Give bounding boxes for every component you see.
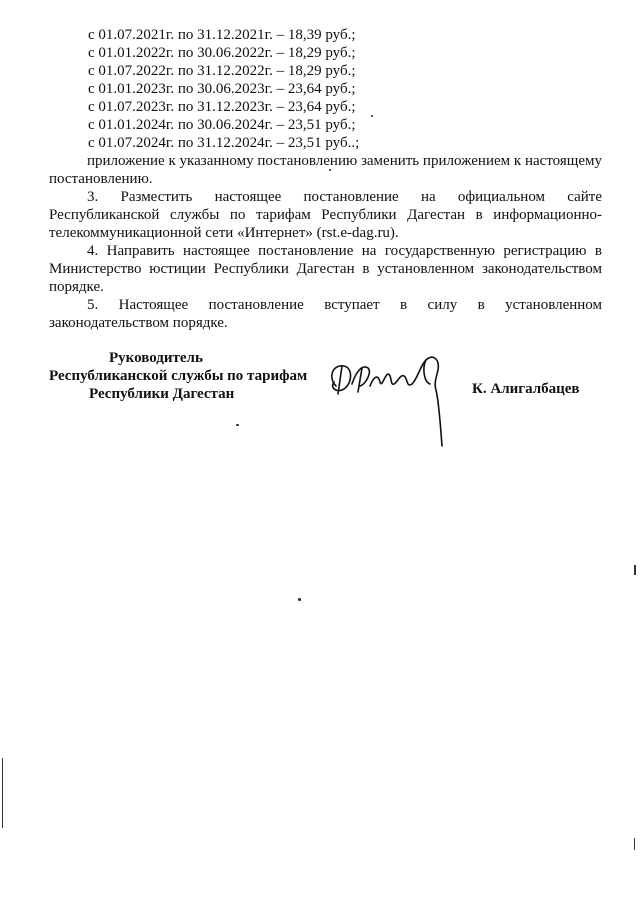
scan-speck	[371, 115, 373, 117]
paragraph-item-3: 3. Разместить настоящее постановление на официальном сайте Республиканской службы по тарифам Республики Дагестан в информационно-телекоммуникационной сети «Интернет» (rst.e-dag.ru).	[49, 189, 602, 241]
rate-line: с 01.01.2023г. по 30.06.2023г. – 23,64 руб.;	[88, 81, 356, 97]
scan-edge-mark	[2, 758, 3, 828]
rate-list	[88, 26, 359, 152]
scan-edge-mark	[634, 838, 635, 850]
signatory-position: Руководитель	[109, 350, 203, 366]
scan-speck	[298, 598, 301, 601]
paragraph-appendix: приложение к указанному постановлению заменить приложением к настоящему постановлению.	[49, 153, 602, 187]
rate-line: с 01.07.2024г. по 31.12.2024г. – 23,51 руб..;	[88, 135, 360, 151]
rate-line: с 01.01.2024г. по 30.06.2024г. – 23,51 руб.;	[88, 117, 356, 133]
signatory-region-line: Республики Дагестан	[89, 386, 235, 402]
rate-line: с 01.01.2022г. по 30.06.2022г. – 18,29 руб.;	[88, 45, 356, 61]
rate-line: с 01.07.2023г. по 31.12.2023г. – 23,64 руб.;	[88, 99, 356, 115]
rate-line: с 01.07.2022г. по 31.12.2022г. – 18,29 руб.;	[88, 63, 356, 79]
paragraph-item-5: 5. Настоящее постановление вступает в силу в установленном законодательством порядке.	[49, 297, 602, 331]
scan-edge-mark	[634, 565, 636, 575]
rate-line: с 01.07.2021г. по 31.12.2021г. – 18,39 руб.;	[88, 27, 356, 43]
signatory-name: К. Алигалбацев	[472, 381, 580, 397]
signatory-title	[49, 349, 307, 403]
handwritten-signature	[322, 338, 452, 450]
paragraph-item-4: 4. Направить настоящее постановление на государственную регистрацию в Министерство юстиции Республики Дагестан в установленном законодательством порядке.	[49, 243, 602, 295]
scan-speck	[329, 169, 331, 171]
signatory-organization-line: Республиканской службы по тарифам	[49, 368, 308, 384]
document-body	[49, 152, 602, 332]
scan-speck	[236, 424, 239, 426]
